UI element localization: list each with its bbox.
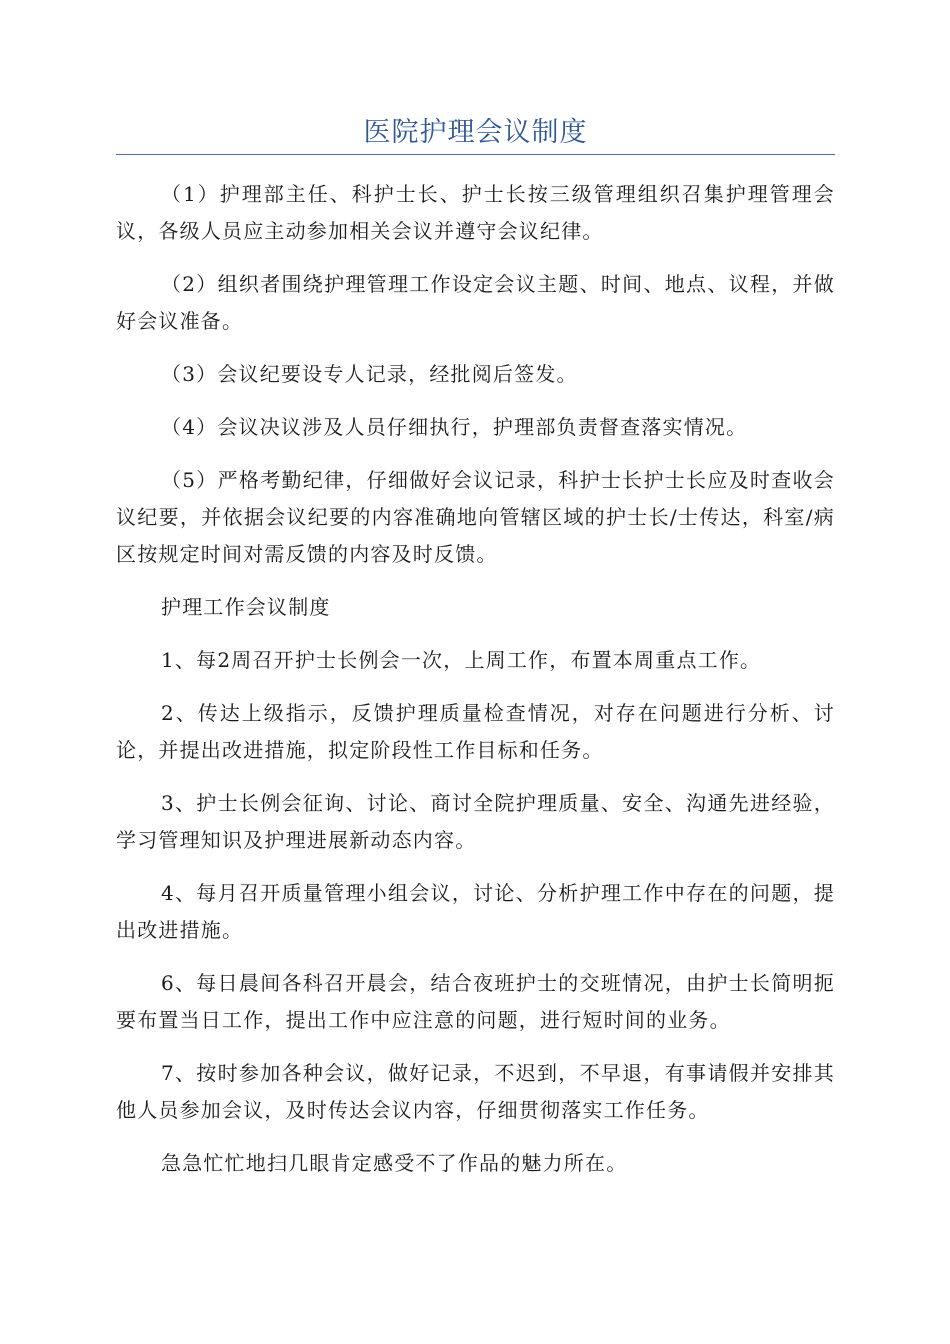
closing-paragraph: 急急忙忙地扫几眼肯定感受不了作品的魅力所在。: [161, 1151, 628, 1175]
paragraph-9: 4、每月召开质量管理小组会议，讨论、分析护理工作中存在的问题，提出改进措施。: [116, 881, 835, 942]
paragraph-6: 1、每2周召开护士长例会一次，上周工作，布置本周重点工作。: [161, 648, 762, 672]
paragraph-3: （3）会议纪要设专人记录，经批阅后签发。: [161, 362, 578, 386]
paragraph-1: （1）护理部主任、科护士长、护士长按三级管理组织召集护理管理会议，各级人员应主动参加相关会议并遵守会议纪律。: [116, 182, 835, 243]
section-heading: 护理工作会议制度: [161, 595, 331, 619]
paragraph-8: 3、护士长例会征询、讨论、商讨全院护理质量、安全、沟通先进经验，学习管理知识及护理进展新动态内容。: [116, 791, 835, 852]
document-body: [116, 176, 835, 1198]
paragraph-4: （4）会议决议涉及人员仔细执行，护理部负责督查落实情况。: [161, 415, 748, 439]
paragraph-5: （5）严格考勤纪律，仔细做好会议记录，科护士长护士长应及时查收会议纪要，并依据会议纪要的内容准确地向管辖区域的护士长/士传达，科室/病区按规定时间对需反馈的内容及时反馈。: [116, 468, 835, 566]
paragraph-2: （2）组织者围绕护理管理工作设定会议主题、时间、地点、议程，并做好会议准备。: [116, 272, 835, 333]
paragraph-7: 2、传达上级指示，反馈护理质量检查情况，对存在问题进行分析、讨论，并提出改进措施，拟定阶段性工作目标和任务。: [116, 701, 835, 762]
document-title: 医院护理会议制度: [363, 117, 588, 148]
paragraph-10: 6、每日晨间各科召开晨会，结合夜班护士的交班情况，由护士长简明扼要布置当日工作，提出工作中应注意的问题，进行短时间的业务。: [116, 971, 835, 1032]
title-underline: [116, 154, 835, 155]
paragraph-11: 7、按时参加各种会议，做好记录，不迟到，不早退，有事请假并安排其他人员参加会议，及时传达会议内容，仔细贯彻落实工作任务。: [116, 1061, 835, 1122]
